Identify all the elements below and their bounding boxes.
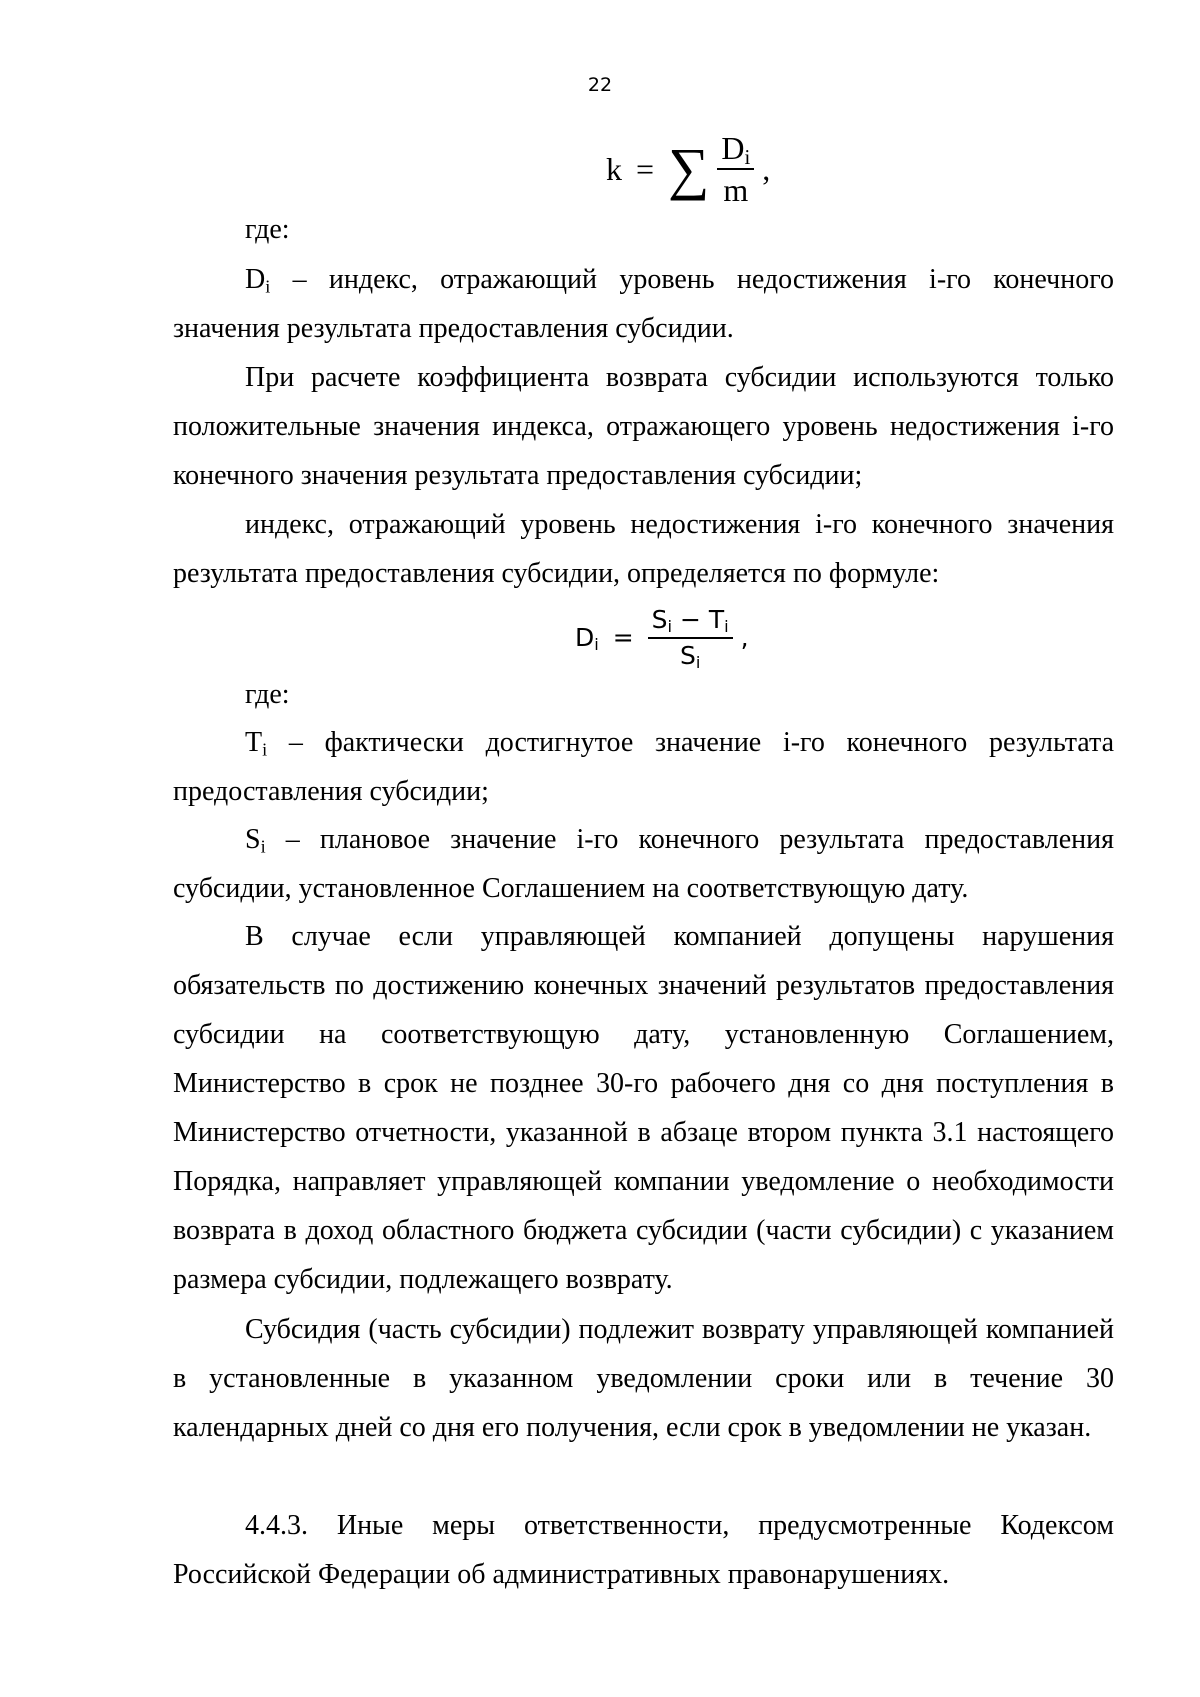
- formula-d-num-b-sub: i: [724, 617, 729, 637]
- formula-k-tail: ,: [762, 151, 771, 187]
- paragraph-4-4-3: 4.4.3. Иные меры ответственности, предусмотренные Кодексом Российской Федерации об административных правонарушениях.: [173, 1510, 1114, 1590]
- formula-d-num-a: S: [651, 605, 668, 634]
- formula-d-fraction: [648, 603, 733, 673]
- paragraph-ti: [173, 718, 1114, 816]
- formula-d-lhs-sub: i: [594, 635, 599, 655]
- formula-d-minus: −: [672, 605, 709, 634]
- formula-k: [606, 128, 770, 210]
- formula-d-den-sub: i: [695, 653, 701, 673]
- formula-d-tail: ,: [740, 623, 749, 652]
- formula-d-num-b: T: [708, 605, 725, 634]
- paragraph-case: В случае если управляющей компанией допущены нарушения обязательств по достижению конечных значений результатов предоставления субсидии на соответствующую дату, установленную Соглашением, Министерство в срок не позднее 30-го рабочего дня со дня поступления в Министерство отчетности, указанной в абзаце втором пункта 3.1 настоящего Порядка, направляет управляющей компании уведомление о необходимости возврата в доход областного бюджета субсидии (части субсидии) с указанием размера субсидии, подлежащего возврату.: [173, 921, 1114, 1295]
- sigma-icon: ∑: [668, 136, 710, 201]
- ti-text: – фактически достигнутое значение i-го конечного результата предоставления субсидии;: [173, 727, 1114, 807]
- ti-subscript: i: [262, 739, 268, 760]
- formula-d-den: S: [679, 641, 696, 670]
- paragraph-si: [173, 815, 1114, 913]
- formula-k-num-sub: i: [744, 146, 751, 170]
- formula-k-fraction: [717, 128, 754, 210]
- formula-k-den: m: [723, 172, 749, 208]
- di-subscript: i: [265, 276, 271, 297]
- di-symbol: D: [245, 264, 266, 295]
- formula-d-eq: =: [612, 623, 634, 652]
- di-text: – индекс, отражающий уровень недостижения i-го конечного значения результата предоставления субсидии.: [173, 264, 1114, 344]
- formula-d-num-a-sub: i: [667, 617, 673, 637]
- si-symbol: S: [245, 824, 261, 855]
- si-text: – плановое значение i-го конечного результата предоставления субсидии, установленное Соглашением на соответствующую дату.: [173, 824, 1114, 904]
- si-subscript: i: [260, 836, 266, 857]
- formula-k-num: D: [721, 130, 745, 166]
- where-label-2: где:: [245, 679, 290, 710]
- ti-symbol: T: [245, 727, 263, 758]
- formula-k-eq: =: [636, 151, 655, 187]
- paragraph-return: Субсидия (часть субсидии) подлежит возврату управляющей компанией в установленные в указанном уведомлении сроки или в течение 30 календарных дней со дня его получения, если срок в уведомлении не указан.: [173, 1314, 1114, 1443]
- paragraph-di: [173, 255, 1114, 353]
- formula-d: [575, 603, 749, 673]
- formula-d-lhs: D: [575, 623, 595, 652]
- where-label-1: где:: [245, 214, 290, 245]
- formula-k-lhs: k: [606, 151, 622, 187]
- page-number: 22: [587, 74, 613, 96]
- paragraph-calculation: При расчете коэффициента возврата субсидии используются только положительные значения индекса, отражающего уровень недостижения i-го конечного значения результата предоставления субсидии;: [173, 362, 1114, 491]
- paragraph-index: индекс, отражающий уровень недостижения i-го конечного значения результата предоставления субсидии, определяется по формуле:: [173, 509, 1114, 589]
